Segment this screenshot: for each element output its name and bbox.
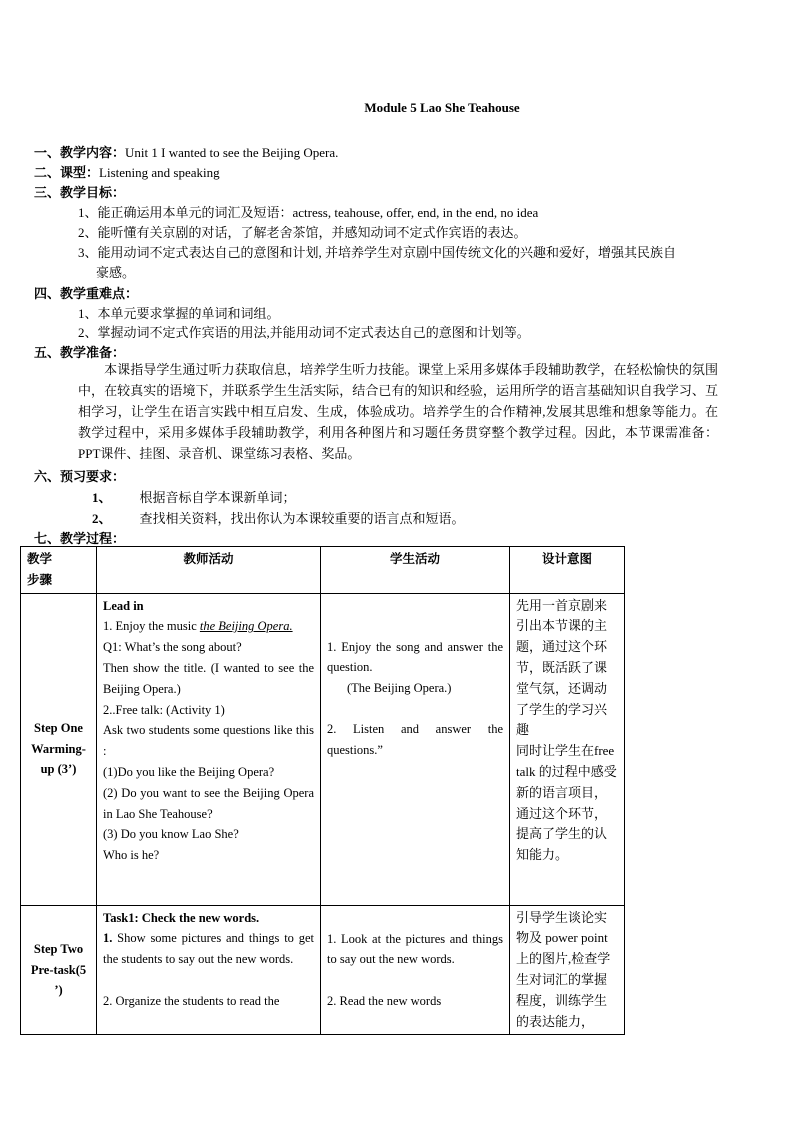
- objective-3: 3、能用动词不定式表达自己的意图和计划, 并培养学生对京剧中国传统文化的兴趣和爱好，增强其民族自: [78, 245, 677, 260]
- section-7-heading: 七、教学过程：: [34, 531, 126, 546]
- header-step: 教学 步骤: [21, 547, 97, 594]
- header-design: 设计意图: [510, 547, 625, 594]
- step-cell: Step Two Pre-task(5 ’): [21, 905, 97, 1035]
- document-title: Module 5 Lao She Teahouse: [364, 100, 520, 115]
- section-6-heading: 六、预习要求：: [34, 469, 126, 484]
- header-student: 学生活动: [321, 547, 510, 594]
- section-4-heading: 四、教学重难点：: [34, 286, 139, 301]
- section-2-heading: 二、课型：: [34, 165, 100, 180]
- teaching-process-table: [20, 546, 625, 1035]
- section-2: [34, 162, 220, 181]
- section-5-heading: 五、教学准备：: [34, 345, 126, 360]
- design-intent-cell: 先用一首京剧来引出本节课的主题，通过这个环节，既活跃了课堂气氛，还调动了学生的学习兴趣 同时让学生在free talk 的过程中感受新的语言项目，通过这个环节，提高了学生的认知能力。: [510, 593, 625, 905]
- preview-item-1: 1、 根据音标自学本课新单词；: [92, 490, 296, 505]
- objective-1: 1、能正确运用本单元的词汇及短语：actress, teahouse, offer, end, in the end, no idea: [78, 205, 539, 220]
- student-activity-cell: 1. Look at the pictures and things to say out the new words. 2. Read the new words: [321, 905, 510, 1035]
- section-1-heading: 一、教学内容：: [34, 145, 126, 160]
- section-1: [34, 142, 338, 161]
- section-2-text: Listening and speaking: [99, 165, 220, 180]
- design-intent-cell: 引导学生谈论实物及 power point上的图片,检查学生对词汇的掌握程度，训练学生的表达能力，: [510, 905, 625, 1035]
- student-activity-cell: 1. Enjoy the song and answer the question. (The Beijing Opera.) 2. Listen and answer the questions.”: [321, 593, 510, 905]
- preparation-paragraph: 本课指导学生通过听力获取信息，培养学生听力技能。课堂上采用多媒体手段辅助教学，在轻松愉快的氛围中，在较真实的语境下，并联系学生生活实际，结合已有的知识和经验，运用所学的语言基础知识自我学习、互相学习，让学生在语言实践中相互启发、生成，体验成功。培养学生的合作精神,发展其思维和想象等能力。在教学过程中，采用多媒体手段辅助教学，利用各种图片和习题任务贯穿整个教学过程。因此，本节课需准备：PPT课件、挂图、录音机、课堂练习表格、奖品。: [78, 362, 718, 461]
- table-row: [21, 593, 625, 905]
- teacher-activity-cell: Task1: Check the new words. 1. Show some pictures and things to get the students to say out the new words. 2. Organize the students to read the: [97, 905, 321, 1035]
- objective-2: 2、能听懂有关京剧的对话，了解老舍茶馆，并感知动词不定式作宾语的表达。: [78, 225, 527, 240]
- table-header-row: [21, 547, 625, 594]
- table-row: [21, 905, 625, 1035]
- section-3-heading: 三、教学目标：: [34, 185, 126, 200]
- step-cell: Step One Warming- up (3’): [21, 593, 97, 905]
- keypoint-2: 2、掌握动词不定式作宾语的用法,并能用动词不定式表达自己的意图和计划等。: [78, 325, 530, 340]
- objective-3-cont: 豪感。: [96, 265, 136, 280]
- teacher-activity-cell: Lead in 1. Enjoy the music the Beijing Opera. Q1: What’s the song about? Then show the title. (I wanted to see the Beijing Opera.) 2..Free talk: (Activity 1) Ask two students some questions like this : (1)Do you like the Beijing Opera? (2) Do you want to see the Beijing Opera in Lao She Teahouse? (3) Do you know Lao She? Who is he?: [97, 593, 321, 905]
- section-1-text: Unit 1 I wanted to see the Beijing Opera.: [125, 145, 339, 160]
- preview-item-2: 2、 查找相关资料，找出你认为本课较重要的语言点和短语。: [92, 511, 465, 526]
- keypoint-1: 1、本单元要求掌握的单词和词组。: [78, 306, 280, 321]
- header-teacher: 教师活动: [97, 547, 321, 594]
